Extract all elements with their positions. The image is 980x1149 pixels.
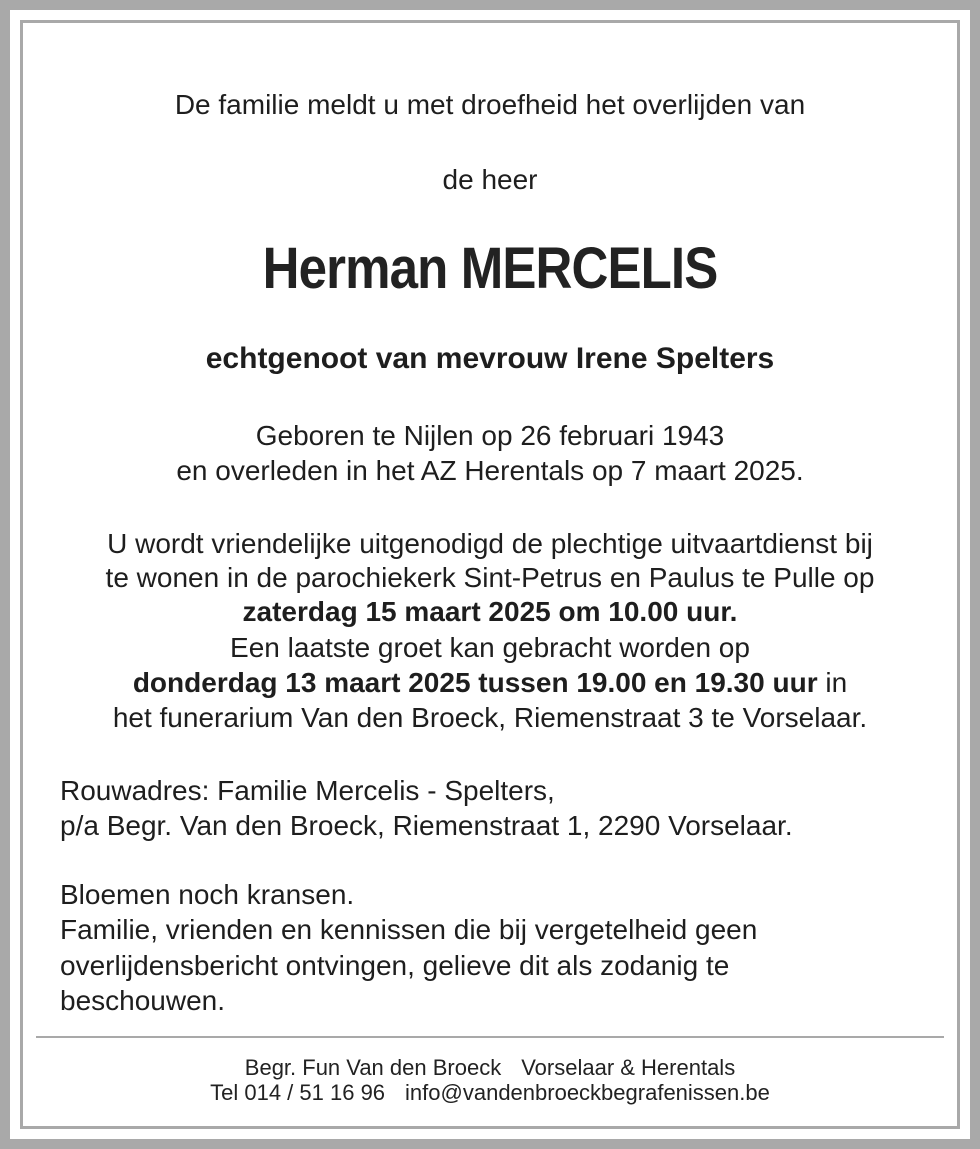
visitation-time: donderdag 13 maart 2025 tussen 19.00 en 19.30 uur [132, 667, 818, 698]
footer-company-line [0, 1055, 980, 1080]
death-line: en overleden in het AZ Herentals op 7 maart 2025. [176, 455, 804, 486]
deceased-name: Herman MERCELIS [262, 236, 718, 301]
mourning-address-line-2: p/a Begr. Van den Broeck, Riemenstraat 1, 2290 Vorselaar. [60, 810, 793, 841]
visitation-suffix: in [817, 667, 848, 698]
footer-phone: Tel 014 / 51 16 96 [210, 1080, 386, 1105]
visitation-line [0, 666, 980, 700]
footer-email: info@vandenbroeckbegrafenissen.be [405, 1080, 770, 1105]
service-date: zaterdag 15 maart 2025 om 10.00 uur. [242, 596, 738, 627]
honorific: de heer [442, 164, 538, 195]
footer-locations: Vorselaar & Herentals [521, 1055, 736, 1080]
service-invitation-line-2: te wonen in de parochiekerk Sint-Petrus en Paulus te Pulle op [105, 562, 875, 593]
footer-divider [36, 1036, 944, 1038]
visitation-intro: Een laatste groet kan gebracht worden op [230, 632, 750, 663]
service-invitation-line-1: U wordt vriendelijke uitgenodigd de plechtige uitvaartdienst bij [107, 528, 873, 559]
flowers-note: Bloemen noch kransen. [60, 879, 355, 910]
spouse-line: echtgenoot van mevrouw Irene Spelters [205, 342, 775, 375]
funeral-home-line: het funerarium Van den Broeck, Riemenstraat 3 te Vorselaar. [112, 702, 868, 733]
mourning-address-line-1: Rouwadres: Familie Mercelis - Spelters, [60, 775, 555, 806]
footer-contact-line [0, 1080, 980, 1105]
intro-text: De familie meldt u met droefheid het overlijden van [174, 89, 806, 120]
birth-line: Geboren te Nijlen op 26 februari 1943 [255, 420, 725, 451]
notice-disclaimer-line-1: Familie, vrienden en kennissen die bij vergetelheid geen [60, 914, 758, 945]
footer-company: Begr. Fun Van den Broeck [244, 1055, 502, 1080]
notice-disclaimer-line-3: beschouwen. [60, 985, 226, 1016]
notice-disclaimer-line-2: overlijdensbericht ontvingen, gelieve dit als zodanig te [60, 950, 730, 981]
